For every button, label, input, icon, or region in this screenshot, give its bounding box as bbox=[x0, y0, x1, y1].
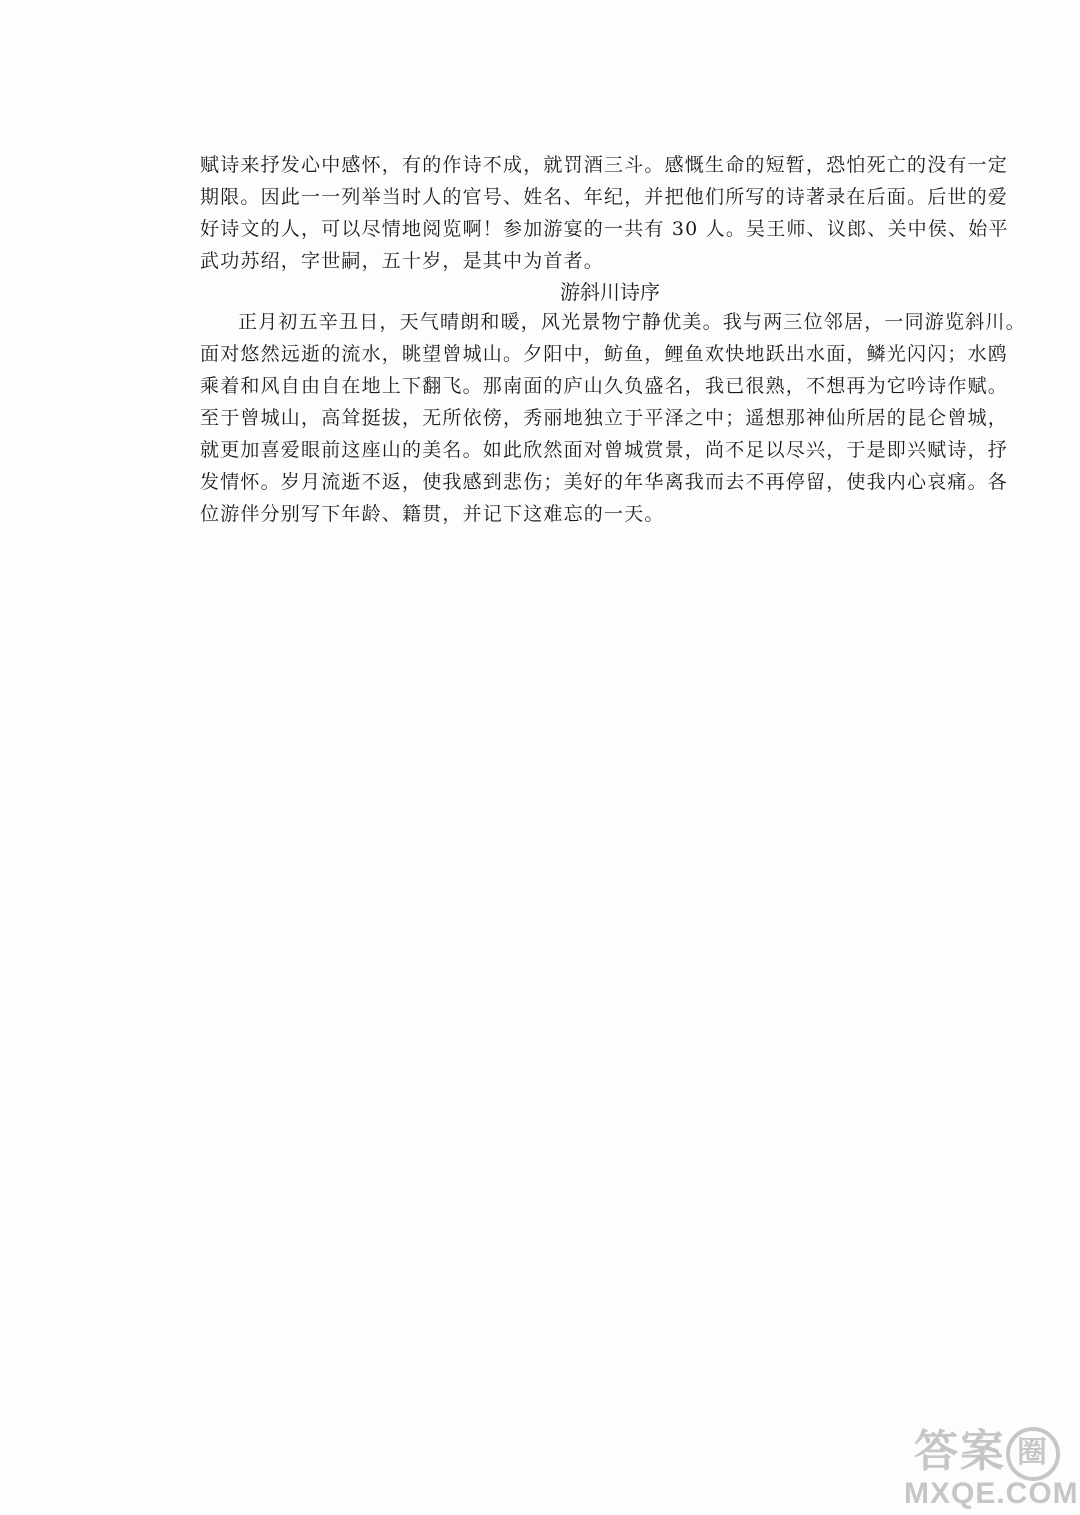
watermark-logo-text: 答案 bbox=[914, 1426, 1006, 1477]
paragraph-line: 正月初五辛丑日，天气晴朗和暖，风光景物宁静优美。我与两三位邻居，一同游览斜川。 bbox=[238, 311, 1026, 333]
paragraph-line: 至于曾城山，高耸挺拔，无所依傍，秀丽地独立于平泽之中；遥想那神仙所居的昆仑曾城， bbox=[200, 407, 1009, 429]
watermark-domain: MXQE.COM bbox=[904, 1477, 1079, 1510]
site-watermark bbox=[904, 1415, 1079, 1511]
paragraph-line: 武功苏绍，字世嗣，五十岁，是其中为首者。 bbox=[200, 250, 605, 272]
paragraph-line: 乘着和风自由自在地上下翻飞。那南面的庐山久负盛名，我已很熟，不想再为它吟诗作赋。 bbox=[200, 375, 1009, 397]
paragraph-line: 好诗文的人，可以尽情地阅览啊！参加游宴的一共有 30 人。吴王师、议郎、关中侯、始平 bbox=[200, 218, 1009, 240]
paragraph-line: 面对悠然远逝的流水，眺望曾城山。夕阳中，鲂鱼，鲤鱼欢快地跃出水面，鳞光闪闪；水鸥 bbox=[200, 343, 1009, 365]
paragraph-line: 发情怀。岁月流逝不返，使我感到悲伤；美好的年华离我而去不再停留，使我内心哀痛。各 bbox=[200, 471, 1009, 493]
section-title: 游斜川诗序 bbox=[560, 280, 660, 304]
watermark-logo-circle: 圈 bbox=[1006, 1427, 1060, 1481]
paragraph-line: 位游伴分别写下年龄、籍贯，并记下这难忘的一天。 bbox=[200, 503, 665, 525]
paragraph-translation-2 bbox=[200, 306, 1026, 530]
paragraph-translation-1 bbox=[200, 149, 1020, 277]
paragraph-line: 就更加喜爱眼前这座山的美名。如此欣然面对曾城赏景，尚不足以尽兴，于是即兴赋诗，抒 bbox=[200, 439, 1009, 461]
paragraph-line: 赋诗来抒发心中感怀，有的作诗不成，就罚酒三斗。感慨生命的短暂，恐怕死亡的没有一定 bbox=[200, 154, 1009, 176]
paragraph-line: 期限。因此一一列举当时人的官号、姓名、年纪，并把他们所写的诗著录在后面。后世的爱 bbox=[200, 186, 1009, 208]
watermark-logo bbox=[914, 1415, 1060, 1481]
